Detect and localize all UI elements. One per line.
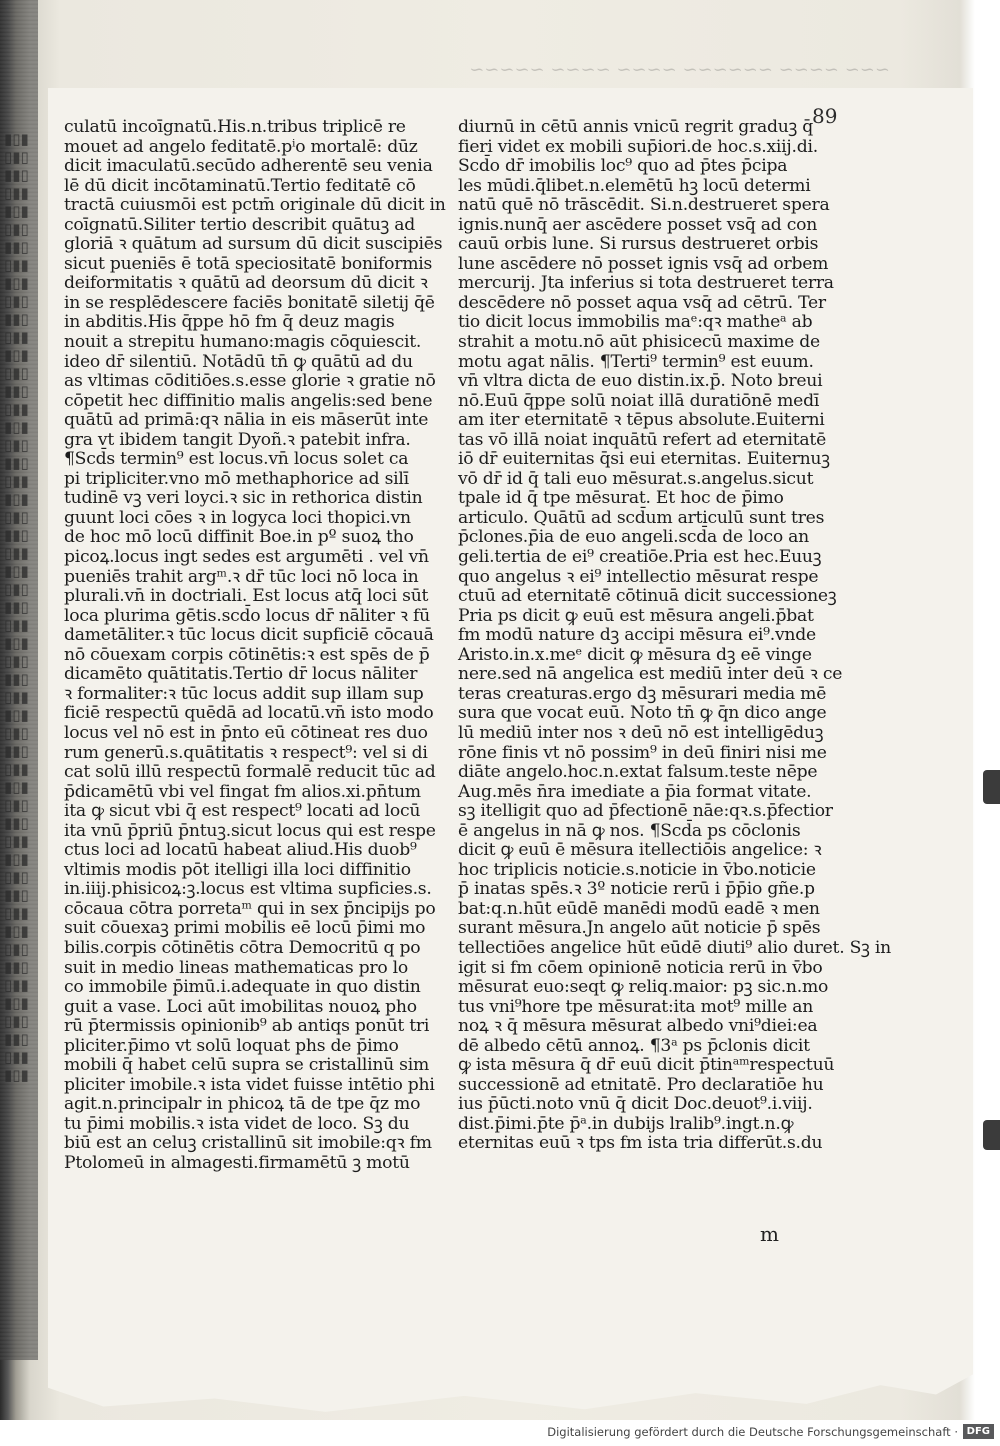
text-line: tellectiōes angelice hūt eūdē diuti⁹ alio duret. Sꝫ in: [458, 937, 891, 958]
text-line: cauū orbis lune. Si rursus destrueret orbis: [458, 234, 819, 255]
signature-mark: m: [760, 1222, 779, 1246]
text-line: dicit ꝙ euū ē mēsura itellectiōis angelice: ꝛ: [458, 840, 822, 861]
text-line: suit cōuexaꝫ primi mobilis eē locū p̄imi mo: [64, 918, 426, 939]
text-line: diurnū in cētū annis vnicū regrit graduꝫ q̄: [458, 117, 814, 137]
clip-tab: [983, 1120, 1000, 1150]
text-line: dē albedo cētū annoꝝ. ¶3ᵃ ps p̄clonis dicit: [458, 1035, 810, 1056]
text-line: vn̄ vltra dicta de euo distin.ix.p̄. Noto breui: [458, 371, 823, 392]
text-line: co immobile p̄imū.i.adequate in quo distin: [64, 977, 421, 998]
text-line: hoc triplicis noticie.s.noticie in v̄bo.noticie: [458, 859, 816, 880]
text-line: suit in medio lineas mathematicas pro lo: [64, 957, 409, 978]
text-line: Ptolomeū in almagesti.firmamētū ꝫ motū: [64, 1152, 410, 1173]
text-line: strahit a motu.nō aūt phisicecū maxime de: [458, 332, 820, 353]
text-line: locus vel nō est in p̄nto eū cōtineat res duo: [64, 722, 428, 743]
right-column-text: [458, 117, 891, 1154]
text-line: lū mediū inter nos ꝛ deū nō est intelligēduꝫ: [458, 722, 824, 743]
text-line: motu agat nālis. ¶Terti⁹ termin⁹ est euum.: [458, 351, 814, 372]
text-line: Scd̄o dr̄ imobilis loc⁹ quo ad p̄tes p̄cipa: [458, 156, 788, 177]
text-line: ita vnū p̄priū p̄ntuꝫ.sicut locus qui est respe: [64, 820, 436, 841]
text-line: dametāliter.ꝛ tūc locus dicit supficiē cōcauā: [64, 625, 434, 646]
text-line: vltimis modis pōt itelligi illa loci diffinitio: [64, 859, 411, 880]
text-line: pueniēs trahit argᵐ.ꝛ dr̄ tūc loci nō loca in: [64, 566, 419, 587]
text-line: guunt loci cōes ꝛ in logyca loci thopici.vn: [64, 507, 411, 528]
text-line: ficiē respectū quēdā ad locatū.vn̄ isto modo: [64, 703, 434, 724]
text-line: dist.p̄imi.p̄te p̄ᵃ.in dubijs lralib⁹.ingt.n.ꝙ: [458, 1113, 794, 1134]
text-line: biū est an celuꝫ cristallinū sit imobile:qꝛ fm: [64, 1133, 432, 1154]
text-line: lune ascēdere nō posset ignis vsq̄ ad orbem: [458, 253, 829, 274]
text-line: p̄clones.p̄ia de euo angeli.scd̄a de loco an: [458, 527, 809, 548]
text-line: mouet ad angelo feditatē.pⁱo mortalē: dūz: [64, 136, 418, 157]
text-line: culatū incoīgnatū.His.n.tribus triplicē re: [64, 117, 406, 137]
text-line: mobili q̄ habet celū supra se cristallinū sim: [64, 1055, 430, 1076]
footer-bar: [0, 1420, 1000, 1446]
text-line: in.iiij.phisicoꝝ:ꝫ.locus est vltima supficies.s.: [64, 879, 432, 900]
text-line: cōpetit hec diffinitio malis angelis:sed bene: [64, 390, 433, 411]
text-line: p̄ inatas spēs.ꝛ 3º noticie rerū i p̄p̄io gñe.p: [458, 879, 815, 900]
text-line: quo angelus ꝛ ei⁹ intellectio mēsurat respe: [458, 566, 819, 587]
text-line: surant mēsura.Jn angelo aūt noticie p̄ spēs: [458, 918, 821, 939]
text-line: bilis.corpis cōtinētis cōtra Democritū q po: [64, 937, 421, 958]
text-line: nō.Euū q̄ppe solū noiat illā duratiōnē medī: [458, 390, 820, 411]
text-line: fm modū nature dꝫ accipi mēsura ei⁹.vnde: [458, 625, 816, 646]
text-line: diāte angelo.hoc.n.extat falsum.teste nēpe: [458, 762, 818, 783]
text-line: cat solū illū respectū formalē reducit tūc ad: [64, 762, 436, 783]
text-line: ꝙ ista mēsura q̄ dr̄ euū dicit p̄tinᵃᵐrespectuū: [458, 1055, 835, 1076]
text-line: vō dr̄ id q̄ tali euo mēsurat.s.angelus.sicut: [458, 468, 814, 489]
text-line: rū p̄termissis opinionib⁹ ab antiqs ponūt tri: [64, 1016, 430, 1037]
text-line: articulo. Quātū ad scd̄um articulū sunt tres: [458, 507, 825, 528]
text-line: rōne finis vt nō possim⁹ in deū finiri nisi me: [458, 742, 827, 763]
text-line: ius p̄ūcti.noto vnū q̄ dicit Doc.deuot⁹.i.viij.: [458, 1094, 813, 1115]
text-line: tus vni⁹hore tpe mēsurat:ita mot⁹ mille an: [458, 996, 814, 1017]
text-line: sicut pueniēs ē totā speciositatē boniformis: [64, 253, 433, 274]
text-line: successionē ad etnitatē. Pro declaratiōe hu: [458, 1074, 824, 1095]
text-line: Aug.mēs n̄ra imediate a p̄ia format vitate.: [458, 781, 812, 802]
text-line: tpale id q̄ tpe mēsurat. Et hoc de p̄imo: [458, 488, 784, 509]
text-line: descēdere nō posset aqua vsq̄ ad cētrū. Ter: [458, 292, 826, 313]
text-line: quātū ad primā:qꝛ nālia in eis māserūt inte: [64, 410, 429, 431]
text-line: am iter eternitatē ꝛ tēpus absolute.Euiterni: [458, 410, 825, 431]
text-line: as vltimas cōditiōes.s.esse glorie ꝛ gratie nō: [64, 371, 436, 392]
text-line: in abditis.His q̄ppe hō fm q̄ deuz magis: [64, 312, 395, 333]
text-line: pi tripliciter.vno mō methaphorice ad silī: [64, 468, 409, 489]
text-line: les mūdi.q̄libet.n.elemētū hꝫ locū determi: [458, 175, 811, 196]
text-line: Pria ps dicit ꝙ euū est mēsura angeli.p̄bat: [458, 605, 814, 626]
clip-tab: [983, 770, 1000, 804]
text-line: pliciter.p̄imo vt solū loquat phs de p̄imo: [64, 1035, 399, 1056]
text-line: picoꝝ.locus ingt sedes est argumēti . vel vn̄: [64, 547, 429, 568]
text-line: sꝫ itelligit quo ad p̄fectionē nāe:qꝛ.s.p̄fectior: [458, 801, 833, 822]
text-line: lē dū dicit incōtaminatū.Tertio feditatē cō: [64, 175, 416, 196]
text-line: in se resplēdescere faciēs bonitatē siletij q̄ē: [64, 292, 435, 313]
text-line: ꝛ formaliter:ꝛ tūc locus addit sup illam sup: [64, 683, 424, 704]
text-line: mēsurat euo:seqt ꝙ reliq.maior: pꝫ sic.n.mo: [458, 977, 829, 998]
text-line: nouit a strepitu humano:magis cōquiescit.: [64, 332, 422, 353]
text-line: dicit imaculatū.secūdo adherentē seu venia: [64, 156, 433, 177]
page-number: 89: [812, 104, 838, 128]
text-line: coīgnatū.Siliter tertio describit quātuꝫ ad: [64, 214, 416, 235]
text-line: bat:q.n.hūt eūdē manēdi modū eadē ꝛ men: [458, 898, 820, 919]
text-line: tudinē vꝫ veri loyci.ꝛ sic in rethorica distin: [64, 488, 423, 509]
text-line: gloriā ꝛ quātum ad sursum dū dicit suscipiēs: [64, 234, 443, 255]
dfg-logo: DFG: [963, 1424, 994, 1439]
text-line: pliciter imobile.ꝛ ista videt fuisse intētio phi: [64, 1074, 435, 1095]
bleed-through-top: ~~~ ~~~~ ~~~~~~ ~~~~ ~~~~ ~~~~~: [469, 59, 890, 80]
text-line: gra vt ibidem tangit Dyoñ.ꝛ patebit infra.: [64, 429, 411, 450]
text-line: natū quē nō trāscēdit. Si.n.destrueret spera: [458, 195, 830, 216]
text-line: ignis.nunq̄ aer ascēdere posset vsq̄ ad con: [458, 214, 818, 235]
text-line: tas vō illā noiat inquātū refert ad eternitatē: [458, 429, 827, 450]
text-line: ē angelus in nā ꝙ nos. ¶Scd̄a ps cōclonis: [458, 820, 801, 841]
text-line: nō cōuexam corpis cōtinētis:ꝛ est spēs de p̄: [64, 644, 430, 665]
text-line: noꝝ ꝛ q̄ mēsura mēsurat albedo vni⁹diei:ea: [458, 1016, 818, 1037]
text-line: ita ꝙ sicut vbi q̄ est respect⁹ locati ad locū: [64, 801, 421, 822]
text-line: rum generū.s.quātitatis ꝛ respect⁹: vel si di: [64, 742, 428, 763]
text-line: ctuū ad eternitatē cōtinuā dicit successioneꝫ: [458, 586, 837, 607]
text-line: loca plurima gētis.scd̄o locus dr̄ nāliter ꝛ fū: [64, 605, 430, 626]
text-line: sura que vocat euū. Noto tn̄ ꝙ q̄n dico ange: [458, 703, 827, 724]
text-line: plurali.vn̄ in doctriali. Est locus atq̄ loci sūt: [64, 586, 429, 607]
text-line: ¶Scd̄s termin⁹ est locus.vn̄ locus solet ca: [64, 449, 409, 470]
text-line: Aristo.in.x.meᵉ dicit ꝙ mēsura dꝫ eē vinge: [458, 644, 812, 665]
text-line: fieri videt ex mobili sup̄iori.de hoc.s.xiij.di.: [458, 136, 818, 157]
text-line: teras creaturas.ergo dꝫ mēsurari media mē: [458, 683, 827, 704]
facing-page-edge: ▮▯▮ ▯▮▯ ▮▮▯ ▯▮▮ ▮▯▮ ▯▮▯ ▮▮▯ ▯▮▮ ▮▯▮ ▯▮▯ ▮▮▯ ▯▮▮ ▮▯▮ ▯▮▯ ▮▮▯ ▯▮▮ ▮▯▮ ▯▮▯ ▮▮▯ ▯▮▮ ▮▯▮ ▯▮▯ ▮▮▯ ▯▮▮ ▮▯▮ ▯▮▯ ▮▮▯ ▯▮▮ ▮▯▮ ▯▮▯ ▮▮▯ ▯▮▮ ▮▯▮ ▯▮▯ ▮▮▯ ▯▮▮ ▮▯▮ ▯▮▯ ▮▮▯ ▯▮▮ ▮▯▮ ▯▮▯ ▮▮▯ ▯▮▮ ▮▯▮ ▯▮▯ ▮▮▯ ▯▮▮ ▮▯▮ ▯▮▯ ▮▮▯ ▯▮▮ ▮▯▮: [4, 130, 29, 1084]
text-line: tractā cuiusmōi est pctm̄ originale dū dicit in: [64, 195, 446, 216]
text-line: cōcaua cōtra porretaᵐ qui in sex p̄ncipijs po: [64, 898, 436, 919]
text-line: p̄dicamētū vbi vel fingat fm alios.xi.pn̄tum: [64, 781, 421, 802]
text-line: dicamēto quātitatis.Tertio dr̄ locus nāliter: [64, 664, 418, 685]
text-line: tu p̄imi mobilis.ꝛ ista videt de loco. Sꝫ du: [64, 1113, 410, 1134]
text-line: nere.sed nā angelica est mediū inter deū ꝛ ce: [458, 664, 843, 685]
text-line: eternitas euū ꝛ tps fm ista tria differūt.s.du: [458, 1133, 823, 1154]
text-line: geli.tertia de ei⁹ creatiōe.Pria est hec.Euuꝫ: [458, 547, 822, 568]
text-line: tio dicit locus immobilis maᵉ:qꝛ matheᵃ ab: [458, 312, 813, 333]
digitization-credit: Digitalisierung gefördert durch die Deutsche Forschungsgemeinschaft ·: [547, 1425, 958, 1439]
text-line: ctus loci ad locatū habeat aliud.His duob⁹: [64, 840, 417, 861]
text-line: iō dr̄ euiternitas q̄si eui eternitas. Euiternuꝫ: [458, 449, 830, 470]
text-line: guit a vase. Loci aūt imobilitas nouoꝝ pho: [64, 996, 417, 1017]
text-line: agit.n.principalr in phicoꝝ tā de tpe q̄z mo: [64, 1094, 421, 1115]
left-column-text: [64, 118, 452, 1174]
text-line: ideo dr̄ silentiū. Notādū tn̄ ꝙ quātū ad du: [64, 351, 413, 372]
text-line: igit si fm cōem opinionē noticia rerū in v̄bo: [458, 957, 823, 978]
text-line: de hoc mō locū diffinit Boe.in pº suoꝝ tho: [64, 527, 414, 548]
text-line: mercurij. Jta inferius si tota destrueret terra: [458, 273, 834, 294]
text-line: deiformitatis ꝛ quātū ad deorsum dū dicit ꝛ: [64, 273, 428, 294]
